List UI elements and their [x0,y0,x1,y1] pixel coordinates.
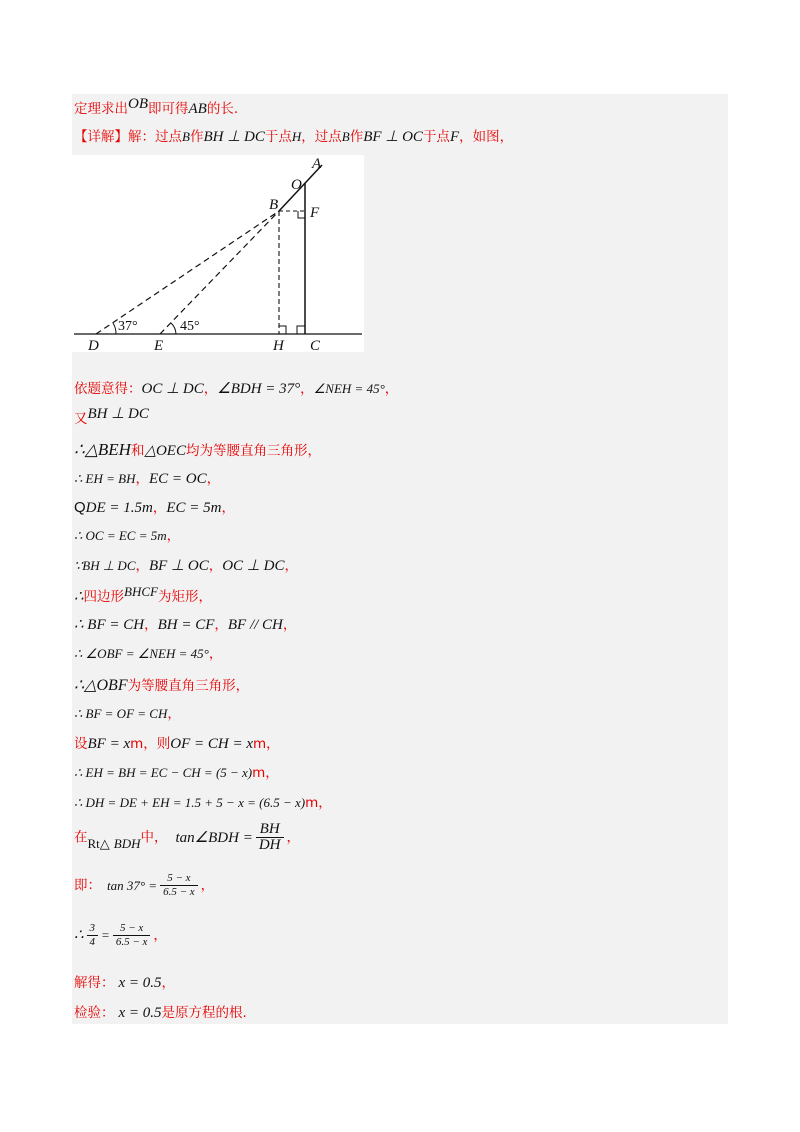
label-b: B [269,197,279,213]
text-fragment: ，如图， [459,129,514,145]
text-fragment: ， [214,617,228,633]
text-fragment: m，则 [130,736,171,752]
fraction-5x-65x [160,872,198,899]
because-symbol: Q [74,499,86,516]
text-fragment: ， [144,617,158,633]
math-fragment: x = 0.5 [118,975,162,991]
fraction-denominator: DH [258,837,281,853]
angle-arc-e [171,323,176,334]
text-fragment: 为等腰直角三角形， [127,678,250,694]
math-fragment: Rt△ [87,835,110,851]
text-line-12 [74,643,222,664]
math-fragment: OC ⊥ DC [141,381,204,397]
text-fragment: 解得： [74,975,115,991]
text-fragment: 在 [74,829,88,846]
label-c: C [310,338,321,352]
text-line-22 [74,1002,247,1023]
math-fragment: ∴ ∠OBF = ∠NEH = 45° [74,646,209,661]
math-fragment: tan∠BDH = [175,829,253,846]
text-line-13 [74,675,249,696]
text-line-10 [74,586,212,607]
math-fragment: ∵BH ⊥ DC [74,558,136,573]
sight-line-db [96,211,279,334]
text-fragment: m， [305,795,332,811]
text-fragment: 的长. [206,101,239,117]
text-line-6 [74,468,220,489]
fraction-denominator: 4 [89,936,96,948]
math-fragment: BF // CH [227,617,283,633]
fraction-denominator: 6.5 − x [115,936,148,948]
math-fragment: H [291,129,302,144]
text-line-15 [74,733,280,754]
fraction-3-4 [87,922,99,949]
text-fragment: 即： [74,877,101,894]
right-angle-mark-c [297,326,305,334]
math-fragment: ∴△BEH [74,440,131,459]
text-line-18 [74,822,300,853]
label-a: A [312,156,322,172]
text-fragment: ， [208,558,223,574]
text-fragment: ， [208,646,223,662]
text-line-17 [74,792,332,813]
math-fragment: DE = 1.5m [85,500,153,516]
math-fragment: ∴ DH = DE + EH = 1.5 + 5 − x = (6.5 − x) [74,795,306,810]
text-fragment: 中， [140,829,168,846]
text-line-11 [74,614,296,635]
text-fragment: 检验： [74,1005,115,1021]
text-fragment: m， [252,765,279,781]
geometry-diagram [72,155,364,352]
math-fragment: OB [128,96,148,112]
text-fragment: ， [167,706,181,722]
text-fragment: 作 [349,129,364,145]
text-fragment: ， [203,381,218,397]
math-fragment: OF = CH = x [170,736,253,752]
text-fragment: 于点 [422,129,450,145]
math-fragment: EC = OC [148,471,207,487]
text-line-7 [74,497,235,518]
fraction-numerator: BH [256,822,284,838]
math-fragment: BF = x [87,736,131,752]
text-fragment: 四边形 [83,589,125,605]
text-line-5 [74,440,321,461]
text-fragment: 又 [74,411,88,427]
math-fragment: ∴ EH = BH [74,471,136,486]
math-fragment: x = 0.5 [118,1005,162,1021]
label-e: E [154,338,164,352]
math-fragment: ∴ BF = CH [74,617,145,633]
math-fragment: ∴ [74,927,84,944]
angle-arc-d [113,323,116,334]
math-fragment: = [101,927,110,943]
angle-label-45: 45° [180,319,200,334]
math-fragment: tan 37° = [107,877,158,893]
text-fragment: 设 [74,736,88,752]
text-fragment: ， [152,500,167,516]
math-fragment: BH = CF [157,617,215,633]
math-fragment: ∴ OC = EC = 5m [74,528,167,543]
text-fragment: 作 [189,129,204,145]
text-fragment: ，过点 [301,129,342,145]
math-fragment: OC ⊥ DC [222,558,285,574]
text-fragment: ， [282,617,297,633]
right-angle-mark-f [298,211,305,218]
math-fragment: BH ⊥ DC [87,406,149,422]
math-fragment: BF ⊥ OC [148,558,209,574]
text-fragment: ， [286,829,300,846]
text-fragment: ， [161,975,176,991]
text-line-9 [74,555,298,576]
math-fragment: EC = 5m [166,500,222,516]
fraction-numerator: 3 [87,922,99,936]
sight-line-eb [160,211,279,334]
label-h: H [273,338,284,352]
text-line-1 [74,98,238,119]
text-fragment: ， [166,528,181,544]
text-line-14 [74,703,181,724]
fraction-numerator: 5 − x [113,922,151,936]
text-fragment: 和 [130,443,145,459]
text-fragment: ， [135,471,149,487]
fraction-5x-65x-2 [113,922,151,949]
text-fragment: 为矩形， [158,589,212,605]
text-fragment: ， [206,471,221,487]
text-fragment: 于点 [264,129,292,145]
label-d: D [88,338,99,352]
text-fragment: ， [384,381,399,397]
math-fragment: BH ⊥ DC [203,129,265,145]
text-line-4 [74,408,149,429]
math-fragment: △OEC [144,443,186,459]
math-fragment: ∴ EH = BH = EC − CH = (5 − x) [74,765,253,780]
math-fragment: ∴△OBF [74,677,128,694]
text-line-3 [74,378,398,399]
text-fragment: 【详解】解：过点 [74,129,182,145]
text-fragment: ， [200,877,215,894]
text-fragment: 是原方程的根. [161,1005,247,1021]
text-fragment: 即可得 [148,101,189,117]
text-fragment: 定理求出 [74,101,128,117]
text-line-8 [74,525,180,546]
text-fragment: 均为等腰直角三角形， [185,443,321,459]
math-fragment: BDH [113,835,141,851]
fraction-numerator: 5 − x [160,872,198,886]
label-o: O [291,177,302,193]
math-fragment: F [449,129,460,145]
text-line-2 [74,126,513,147]
text-fragment: 依题意得： [74,381,142,397]
math-fragment: BHCF [124,584,158,599]
text-fragment: ， [284,558,298,574]
math-fragment: ∠BDH = 37° [217,381,301,397]
geometry-figure [72,155,364,352]
text-fragment: ， [300,381,314,397]
label-f: F [310,205,320,221]
text-fragment: ， [135,558,149,574]
text-line-20 [74,922,167,949]
math-fragment: ∴ BF = OF = CH [74,706,168,721]
text-fragment: m， [253,736,280,752]
right-angle-mark-h [279,326,286,334]
math-fragment: B [341,129,350,144]
angle-label-37: 37° [118,319,138,334]
text-fragment: ， [153,927,167,944]
math-fragment: BF ⊥ OC [363,129,423,145]
math-fragment: ∠NEH = 45° [313,381,385,396]
fraction-denominator: 6.5 − x [163,886,195,898]
math-fragment: B [182,129,190,144]
fraction-bh-dh [256,822,284,853]
text-line-16 [74,762,279,783]
text-line-19 [74,872,214,899]
text-fragment: ， [221,500,235,516]
text-line-21 [74,972,175,993]
math-fragment: AB [188,101,207,117]
math-fragment: ∴ [74,589,84,605]
